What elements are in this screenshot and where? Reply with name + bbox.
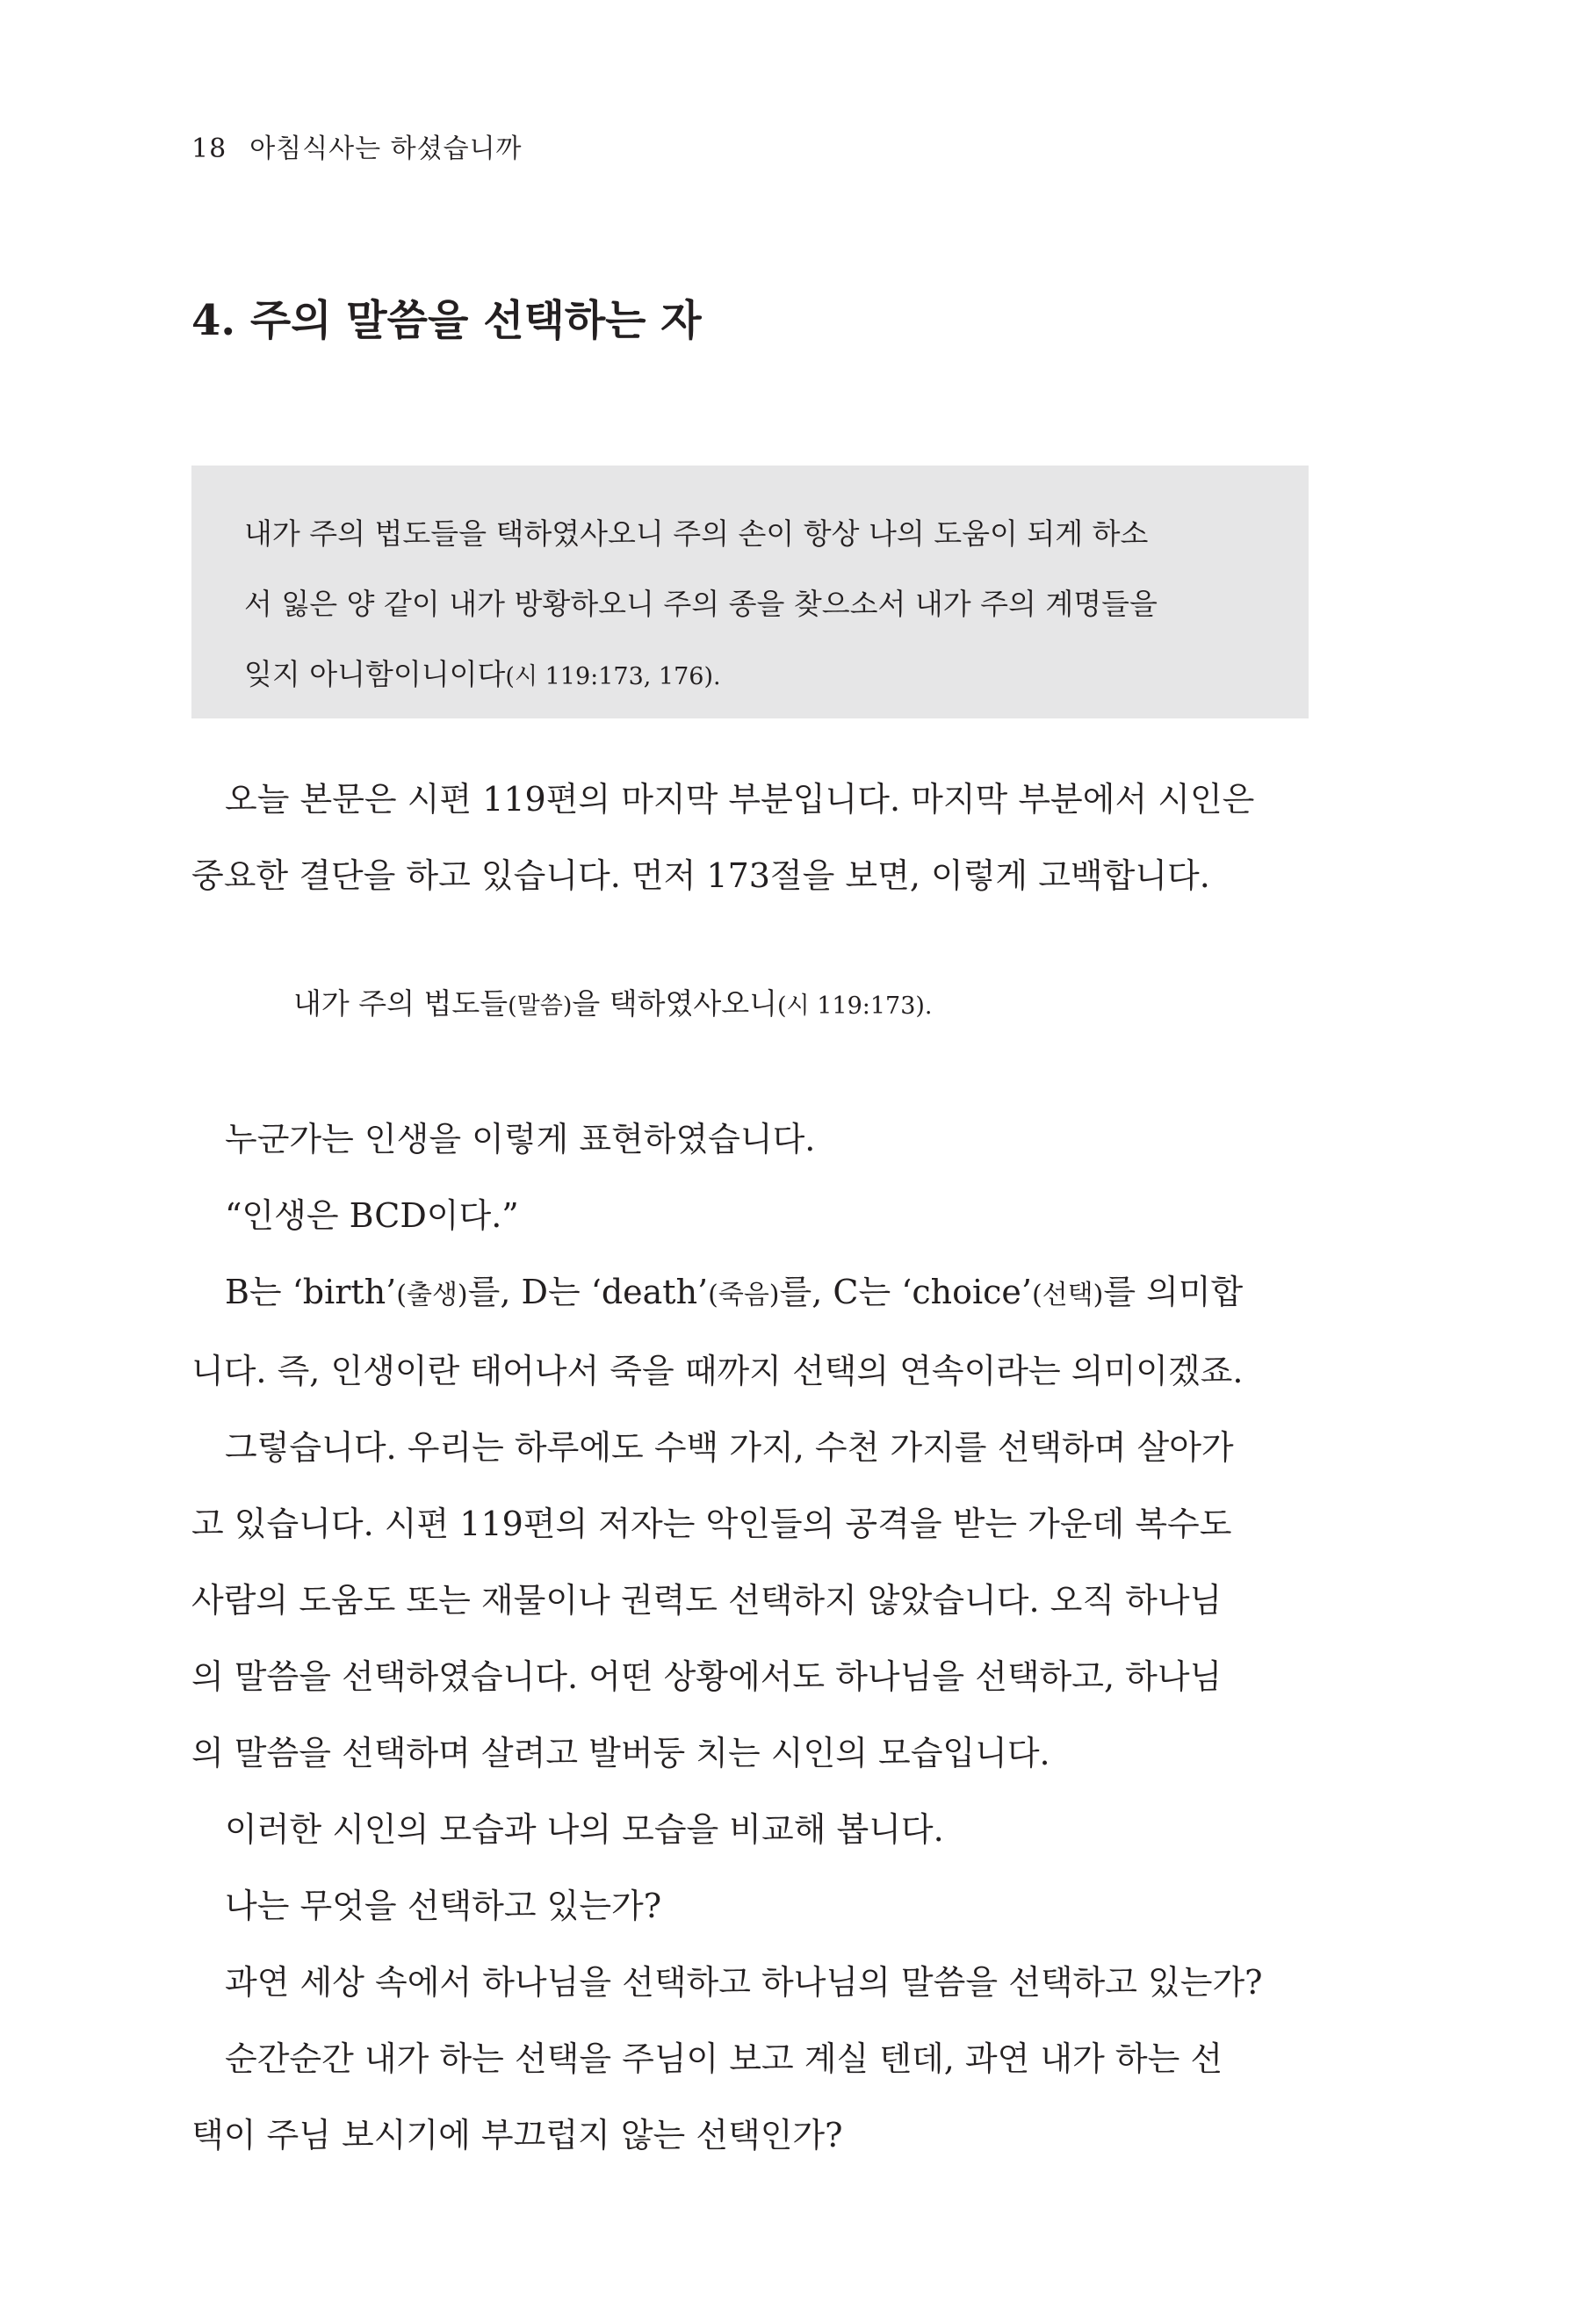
quote-paren: (말씀) — [508, 992, 573, 1020]
section-title: 4. 주의 말씀을 선택하는 자 — [191, 296, 702, 345]
inline-scripture-quote — [293, 978, 933, 1033]
text-line: 의 말씀을 선택하며 살려고 발버둥 치는 시인의 모습입니다. — [191, 1734, 1050, 1772]
scripture-line: 내가 주의 법도들을 택하였사오니 주의 손이 항상 나의 도움이 되게 하소 — [244, 516, 1149, 551]
text-line: 과연 세상 속에서 하나님을 선택하고 하나님의 말씀을 선택하고 있는가? — [225, 1963, 1263, 2002]
bcd-b-gloss: (출생) — [396, 1280, 468, 1310]
running-header — [191, 130, 523, 169]
scripture-reference: (시 119:173, 176). — [505, 663, 721, 690]
text-line: 나는 무엇을 선택하고 있는가? — [225, 1887, 662, 1925]
text-line: 택이 주님 보시기에 부끄럽지 않는 선택인가? — [191, 2116, 843, 2154]
text-line: “인생은 BCD이다.” — [225, 1196, 519, 1235]
scripture-line: 서 잃은 양 같이 내가 방황하오니 주의 종을 찾으소서 내가 주의 계명들을 — [244, 587, 1158, 621]
bcd-d-gloss: (죽음) — [708, 1280, 780, 1310]
quote-text: 내가 주의 법도들 — [293, 986, 509, 1021]
text-line-bcd — [191, 1254, 1309, 1333]
text-line: 순간순간 내가 하는 선택을 주님이 보고 계실 텐데, 과연 내가 하는 선 — [225, 2039, 1223, 2078]
bcd-b: B는 ‘birth’ — [225, 1273, 397, 1311]
text-line: 이러한 시인의 모습과 나의 모습을 비교해 봅니다. — [225, 1810, 944, 1849]
paragraph-intro — [191, 761, 1309, 914]
quote-text: 을 택하였사오니 — [572, 986, 778, 1021]
quote-reference: (시 119:173). — [777, 992, 933, 1020]
paragraph-main — [191, 1101, 1309, 2174]
scripture-quote-box — [191, 466, 1309, 718]
text-line: 의 말씀을 선택하였습니다. 어떤 상황에서도 하나님을 선택하고, 하나님 — [191, 1657, 1223, 1696]
bcd-c-gloss: (선택) — [1031, 1280, 1104, 1310]
bcd-c: 를, C는 ‘choice’ — [779, 1273, 1032, 1311]
page-number: 18 — [191, 134, 227, 164]
scripture-line-text: 잊지 아니함이니이다 — [244, 657, 506, 691]
text-line: 그렇습니다. 우리는 하루에도 수백 가지, 수천 가지를 선택하며 살아가 — [225, 1428, 1234, 1467]
text-line: 니다. 즉, 인생이란 태어나서 죽을 때까지 선택의 연속이라는 의미이겠죠. — [191, 1352, 1244, 1390]
text-line: 누군가는 인생을 이렇게 표현하였습니다. — [225, 1120, 816, 1158]
bcd-d: 를, D는 ‘death’ — [467, 1273, 709, 1311]
scripture-line — [244, 639, 1259, 712]
text-line: 고 있습니다. 시편 119편의 저자는 악인들의 공격을 받는 가운데 복수도 — [191, 1505, 1232, 1543]
text-line: 사람의 도움도 또는 재물이나 권력도 선택하지 않았습니다. 오직 하나님 — [191, 1581, 1223, 1620]
text-line: 중요한 결단을 하고 있습니다. 먼저 173절을 보면, 이렇게 고백합니다. — [191, 856, 1210, 895]
bcd-end: 를 의미합 — [1103, 1273, 1244, 1311]
text-line: 오늘 본문은 시편 119편의 마지막 부분입니다. 마지막 부분에서 시인은 — [225, 780, 1255, 819]
book-title: 아침식사는 하셨습니까 — [249, 134, 523, 164]
